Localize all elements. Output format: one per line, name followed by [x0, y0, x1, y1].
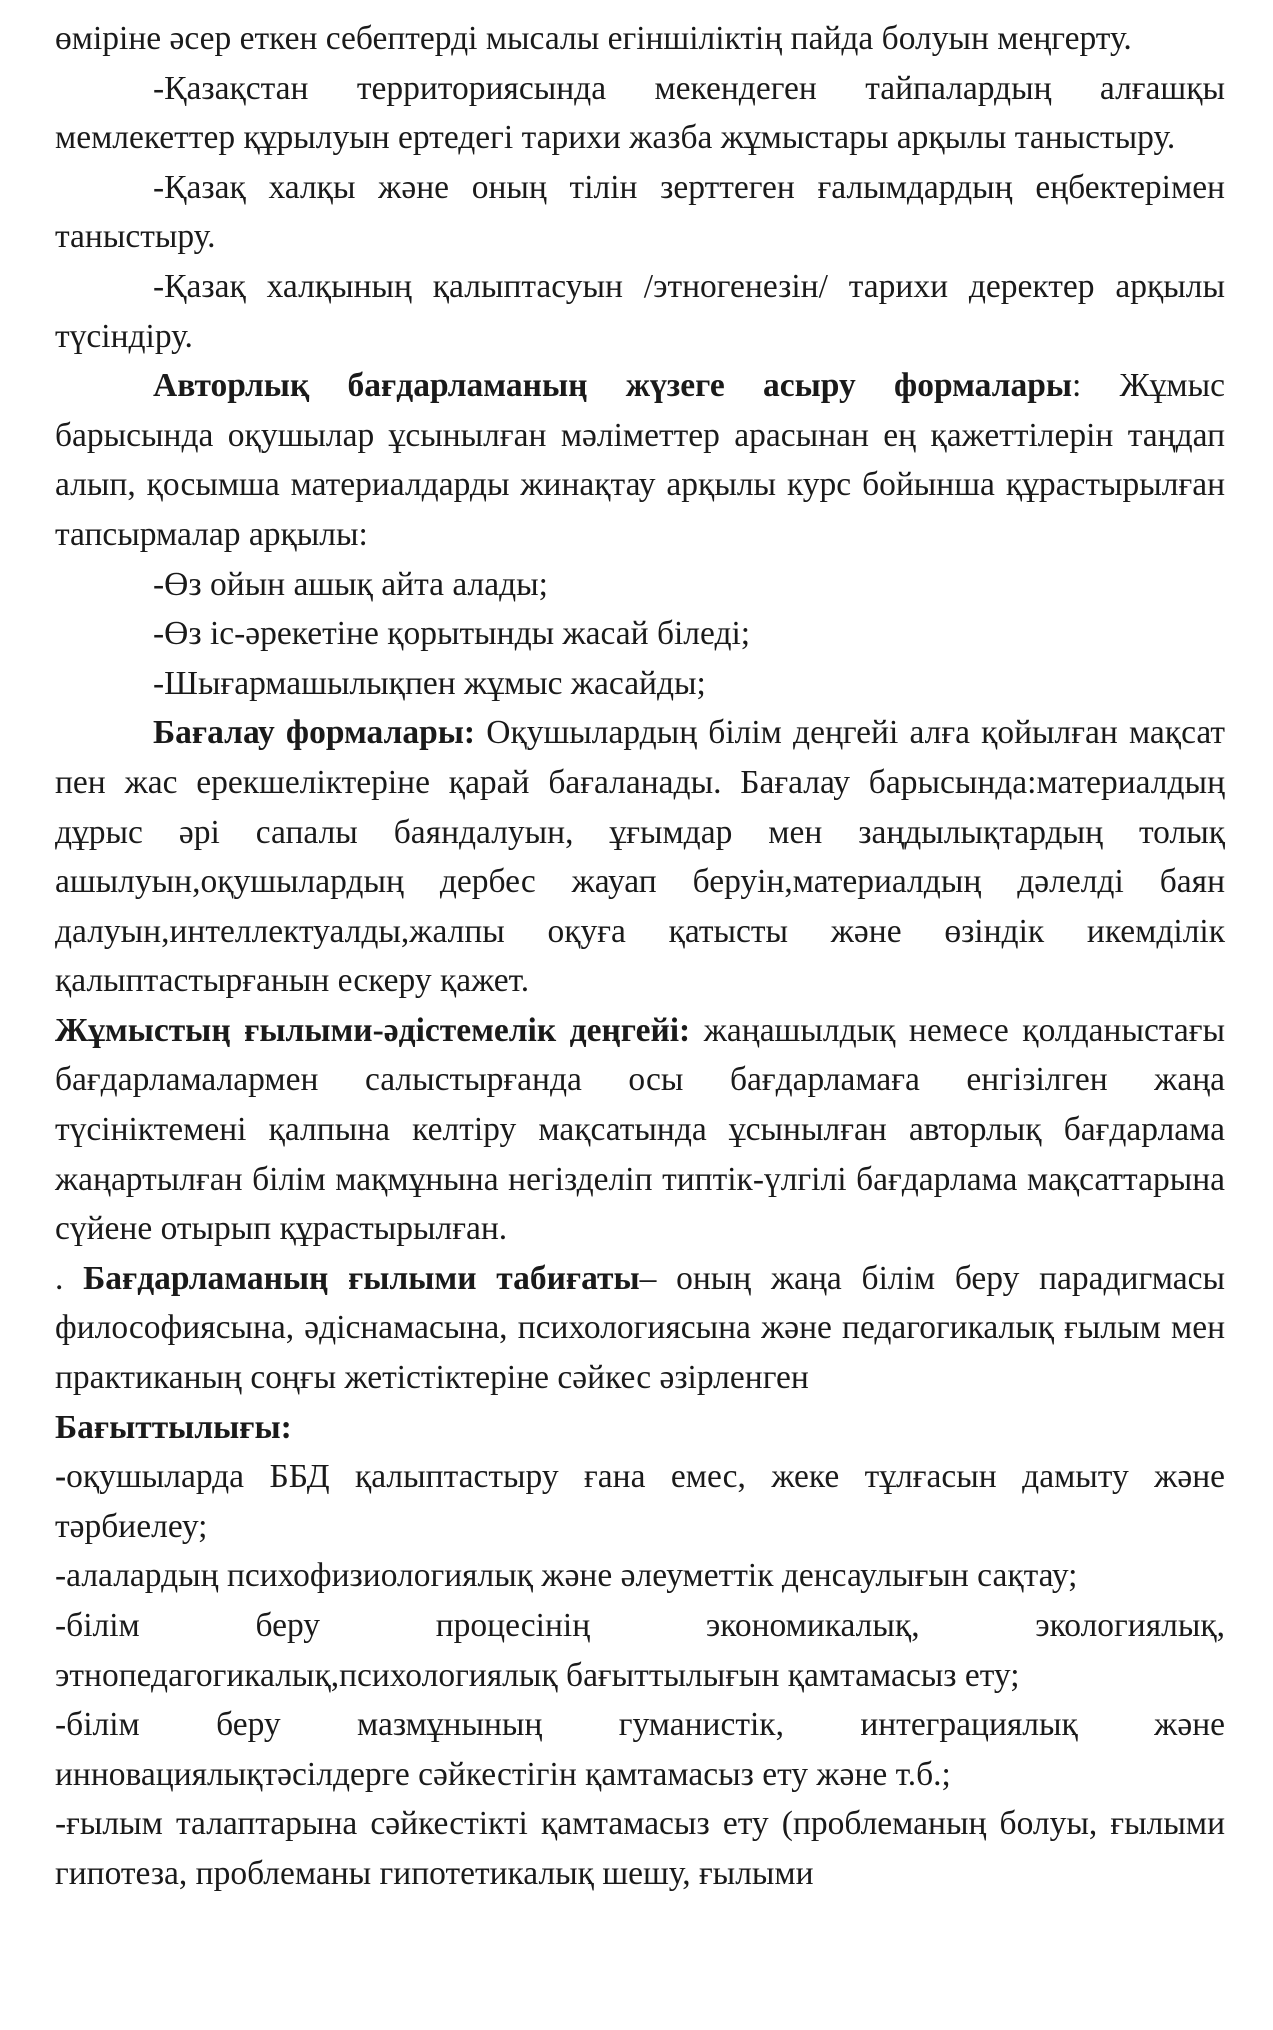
heading-scientific-level: Жұмыстың ғылыми-әдістемелік деңгейі:: [55, 1011, 691, 1049]
paragraph-bullet-health: -алалардың психофизиологиялық және әлеуметтік денсаулығын сақтау;: [55, 1557, 1078, 1595]
paragraph-bullet-ethnogenesis: -Қазақ халқының қалыптасуын /этногенезін/ тарихи деректер арқылы түсіндіру.: [55, 267, 1225, 355]
heading-implementation-forms: Авторлық бағдарламаның жүзеге асыру формалары: [153, 367, 1073, 405]
paragraph-assessment-forms: Бағалау формалары: Оқушылардың білім деңгейі алға қойылған мақсат пен жас ерекшеліктеріне қарай бағаланады. Бағалау барысында:материалдың дұрыс әрі сапалы баяндалуын, ұғымдар мен заңдылықтардың толық ашылуын,оқушылардың дербес жауап беруін,материалдың дәлелді баян далуын,интеллектуалды,жалпы оқуға қатысты және өзіндік икемділік қалыптастырғанын ескеру қажет.: [55, 714, 1225, 1000]
paragraph-implementation-forms: Авторлық бағдарламаның жүзеге асыру формалары: Жұмыс барысында оқушылар ұсынылған мәліметтер арасынан ең қажеттілерін таңдап алып, қосымша материалдарды жинақтау арқылы курс бойынша құрастырылған тапсырмалар арқылы:: [55, 367, 1225, 553]
paragraph-bullet-conclusion: -Өз іс-әрекетіне қорытынды жасай біледі;: [153, 615, 751, 653]
paragraph-bullet-science: -ғылым талаптарына сәйкестікті қамтамасыз ету (проблеманың болуы, ғылыми гипотеза, проблеманы гипотетикалық шешу, ғылыми: [55, 1805, 1225, 1892]
paragraph-bullet-personality: -оқушыларда ББД қалыптастыру ғана емес, жеке тұлғасын дамыту және тәрбиелеу;: [55, 1458, 1225, 1545]
paragraph-bullet-creative-work: -Шығармашылықпен жұмыс жасайды;: [153, 664, 706, 702]
bullet-dash: -: [55, 1458, 67, 1496]
paragraph-scientific-level: Жұмыстың ғылыми-әдістемелік деңгейі: жаңашылдық немесе қолданыстағы бағдарламалармен салыстырғанда осы бағдарламаға енгізілген жаңа түсініктемені қалпына келтіру мақсатында ұсынылған авторлық бағдарлама жаңартылған білім мақмұнына негізделіп типтік-үлгілі бағдарлама мақсаттарына сүйене отырып құрастырылған.: [55, 1011, 1225, 1248]
paragraph-bullet-express-opinion: -Өз ойын ашық айта алады;: [153, 565, 548, 603]
paragraph-bullet-process: -білім беру процесінің экономикалық, экологиялық, этнопедагогикалық,психологиялық бағыттылығын қамтамасыз ету;: [55, 1607, 1225, 1694]
paragraph-scientific-nature: . Бағдарламаның ғылыми табиғаты– оның жаңа білім беру парадигмасы философиясына, әдіснамасына, психологиясына және педагогикалық ғылым мен практиканың соңғы жетістіктеріне сәйкес әзірленген: [55, 1259, 1225, 1397]
paragraph-bullet-content: -білім беру мазмұнының гуманистік, интеграциялық және инновациялықтәсілдерге сәйкестігін қамтамасыз ету және т.б.;: [55, 1706, 1225, 1793]
paragraph-bullet-scholars: -Қазақ халқы және оның тілін зерттеген ғалымдардың еңбектерімен таныстыру.: [55, 168, 1225, 256]
paragraph-bullet-territory: -Қазақстан территориясында мекендеген тайпалардың алғашқы мемлекеттер құрылуын ертедегі тарихи жазба жұмыстары арқылы таныстыру.: [55, 69, 1225, 157]
heading-assessment-forms: Бағалау формалары:: [153, 714, 476, 752]
heading-scientific-nature: Бағдарламаның ғылыми табиғаты: [83, 1259, 640, 1297]
paragraph-intro-continuation: өміріне әсер еткен себептерді мысалы егіншіліктің пайда болуын меңгерту.: [55, 20, 1132, 57]
heading-orientation: Бағыттылығы:: [55, 1408, 292, 1446]
document-page: [55, 14, 1225, 1899]
